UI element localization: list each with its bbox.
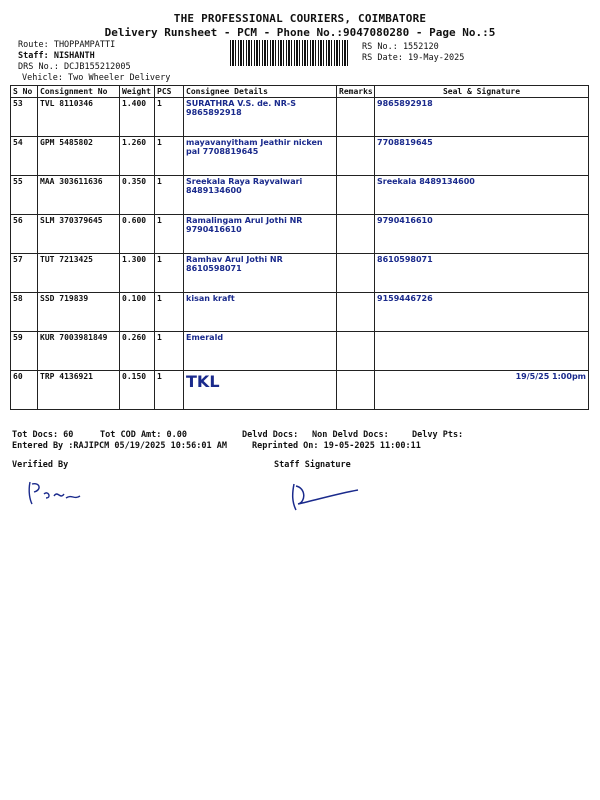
row-weight: 1.400 xyxy=(120,98,155,137)
row-consignee: mayavanyitham Jeathir nicken pal 7708819645 xyxy=(184,137,337,176)
row-sno: 59 xyxy=(11,332,38,371)
row-consignment: GPM 5485802 xyxy=(38,137,120,176)
col-sno: S No xyxy=(11,86,38,98)
row-sno: 54 xyxy=(11,137,38,176)
staff: Staff: NISHANTH xyxy=(18,51,95,61)
row-seal: 9865892918 xyxy=(375,98,589,137)
row-sno: 58 xyxy=(11,293,38,332)
row-sno: 56 xyxy=(11,215,38,254)
row-remarks xyxy=(337,371,375,410)
col-seal: Seal & Signature xyxy=(375,86,589,98)
staff-signature-label: Staff Signature xyxy=(274,460,351,470)
row-weight: 0.600 xyxy=(120,215,155,254)
drs-number: DRS No.: DCJB155212005 xyxy=(18,62,131,72)
row-pcs: 1 xyxy=(155,332,184,371)
reprinted-on: Reprinted On: 19-05-2025 11:00:11 xyxy=(252,441,421,451)
row-consignee: Ramhav Arul Jothi NR 8610598071 xyxy=(184,254,337,293)
table-row xyxy=(11,176,589,215)
row-consignee: SURATHRA V.S. de. NR-S 9865892918 xyxy=(184,98,337,137)
delvy-pts: Delvy Pts: xyxy=(412,430,464,440)
row-consignment: TVL 8110346 xyxy=(38,98,120,137)
row-seal: 7708819645 xyxy=(375,137,589,176)
table-row xyxy=(11,137,589,176)
row-pcs: 1 xyxy=(155,371,184,410)
row-consignee: Ramalingam Arul Jothi NR 9790416610 xyxy=(184,215,337,254)
row-consignment: TRP 4136921 xyxy=(38,371,120,410)
table-row xyxy=(11,215,589,254)
row-consignee: Sreekala Raya Rayvalwari 8489134600 xyxy=(184,176,337,215)
row-remarks xyxy=(337,176,375,215)
row-pcs: 1 xyxy=(155,215,184,254)
row-pcs: 1 xyxy=(155,176,184,215)
staff-signature-icon xyxy=(286,478,366,514)
col-pcs: PCS xyxy=(155,86,184,98)
rs-number: RS No.: 1552120 xyxy=(362,42,439,52)
barcode-icon xyxy=(230,40,350,66)
row-consignment: MAA 303611636 xyxy=(38,176,120,215)
tot-docs: Tot Docs: 60 xyxy=(12,430,74,440)
row-consignment: KUR 7003981849 xyxy=(38,332,120,371)
row-remarks xyxy=(337,215,375,254)
vehicle: Vehicle: Two Wheeler Delivery xyxy=(22,73,171,83)
row-pcs: 1 xyxy=(155,98,184,137)
runsheet-subtitle: Delivery Runsheet - PCM - Phone No.:9047080280 - Page No.:5 xyxy=(104,26,496,39)
row-seal: 9159446726 xyxy=(375,293,589,332)
row-sno: 57 xyxy=(11,254,38,293)
row-remarks xyxy=(337,293,375,332)
col-consignee: Consignee Details xyxy=(184,86,337,98)
col-weight: Weight xyxy=(120,86,155,98)
row-remarks xyxy=(337,137,375,176)
entered-by: Entered By :RAJIPCM 05/19/2025 10:56:01 AM xyxy=(12,441,227,451)
company-name: THE PROFESSIONAL COURIERS, COIMBATORE xyxy=(173,12,427,25)
col-remarks: Remarks xyxy=(337,86,375,98)
table-row xyxy=(11,371,589,410)
row-weight: 0.260 xyxy=(120,332,155,371)
tot-cod: Tot COD Amt: 0.00 xyxy=(100,430,187,440)
row-remarks xyxy=(337,254,375,293)
row-seal: Sreekala 8489134600 xyxy=(375,176,589,215)
verified-signature-icon xyxy=(24,478,84,508)
col-consignment: Consignment No xyxy=(38,86,120,98)
row-consignment: SSD 719839 xyxy=(38,293,120,332)
verified-by-label: Verified By xyxy=(12,460,69,470)
rs-date: RS Date: 19-May-2025 xyxy=(362,53,465,63)
row-pcs: 1 xyxy=(155,293,184,332)
row-seal xyxy=(375,332,589,371)
row-consignment: TUT 7213425 xyxy=(38,254,120,293)
row-pcs: 1 xyxy=(155,137,184,176)
table-row xyxy=(11,98,589,137)
row-consignee: TKL xyxy=(184,371,337,410)
row-weight: 0.100 xyxy=(120,293,155,332)
row-remarks xyxy=(337,98,375,137)
table-row xyxy=(11,254,589,293)
row-seal: 8610598071 xyxy=(375,254,589,293)
table-row xyxy=(11,332,589,371)
row-consignee: Emerald xyxy=(184,332,337,371)
row-sno: 55 xyxy=(11,176,38,215)
row-weight: 1.300 xyxy=(120,254,155,293)
row-seal: 9790416610 xyxy=(375,215,589,254)
row-weight: 1.260 xyxy=(120,137,155,176)
row-remarks xyxy=(337,332,375,371)
table-row xyxy=(11,293,589,332)
row-weight: 0.350 xyxy=(120,176,155,215)
row-sno: 53 xyxy=(11,98,38,137)
row-pcs: 1 xyxy=(155,254,184,293)
row-weight: 0.150 xyxy=(120,371,155,410)
row-consignee: kisan kraft xyxy=(184,293,337,332)
row-seal: 19/5/25 1:00pm xyxy=(375,371,589,410)
delvd-docs: Delvd Docs: xyxy=(242,430,299,440)
route: Route: THOPPAMPATTI xyxy=(18,40,116,50)
table-header xyxy=(11,86,589,98)
runsheet-table xyxy=(10,85,589,410)
non-delvd-docs: Non Delvd Docs: xyxy=(312,430,389,440)
row-consignment: SLM 370379645 xyxy=(38,215,120,254)
row-sno: 60 xyxy=(11,371,38,410)
